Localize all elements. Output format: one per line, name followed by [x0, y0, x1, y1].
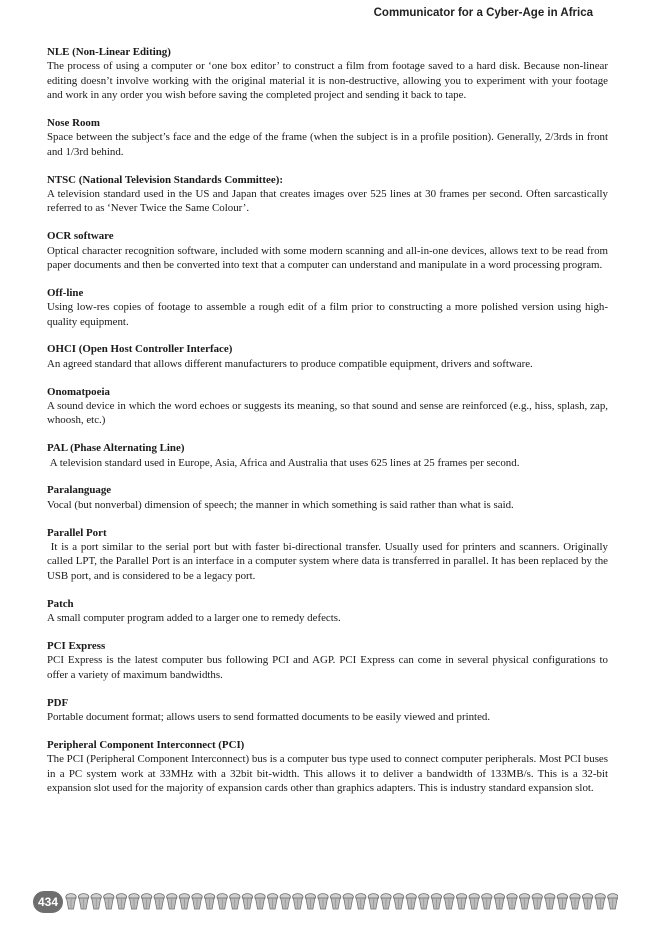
border-motif — [204, 894, 214, 909]
glossary-entry — [47, 286, 608, 329]
glossary-term: Patch — [47, 597, 74, 610]
glossary-definition: The PCI (Peripheral Component Interconnect) bus is a computer bus type used to connect computer peripherals. Most PCI buses in a PC system work at 33MHz with a 32bit bit-width. This allows it to deliver a bandwidth of 133MB/s. This is a 32-bit expansion slot used for the majority of expansion cards other than graphics adapters. This is industry standard expansion slot. — [47, 753, 608, 794]
border-motif — [431, 894, 441, 909]
glossary-definition: Vocal (but nonverbal) dimension of speech; the manner in which something is said rather than what is said. — [47, 498, 514, 511]
glossary-term: Nose Room — [47, 117, 100, 130]
border-motif — [582, 894, 592, 909]
glossary-entry — [47, 116, 608, 159]
border-motif — [343, 894, 353, 909]
page-footer — [33, 890, 618, 916]
glossary-definition: A television standard used in Europe, Asia, Africa and Australia that uses 625 lines at 25 frames per second. — [47, 456, 520, 469]
border-motif — [116, 894, 126, 909]
border-motif — [318, 894, 328, 909]
border-motif — [419, 894, 429, 909]
glossary-term: OHCI (Open Host Controller Interface) — [47, 343, 233, 356]
glossary-term: NLE (Non-Linear Editing) — [47, 46, 171, 58]
border-motif — [66, 894, 76, 909]
glossary-entry — [47, 639, 608, 682]
border-motif — [217, 894, 227, 909]
border-motif — [356, 894, 366, 909]
glossary-term: Paralanguage — [47, 484, 112, 497]
glossary-term: OCR software — [47, 230, 114, 243]
border-motif — [608, 894, 618, 909]
border-motif — [381, 894, 391, 909]
border-motif — [293, 894, 303, 909]
border-motif — [242, 894, 252, 909]
border-motif — [255, 894, 265, 909]
border-motif — [230, 894, 240, 909]
glossary-entry — [47, 738, 608, 796]
border-motif — [595, 894, 605, 909]
glossary-entry — [47, 173, 608, 216]
border-motif — [154, 894, 164, 909]
page-number: 434 — [33, 891, 63, 913]
glossary-entry — [47, 45, 608, 103]
glossary-entry — [47, 597, 608, 626]
glossary-definition: The process of using a computer or ‘one box editor’ to construct a film from footage saved to a hard disk. Because non-linear editing doesn’t involve working with the original material it is non-destructive, allowing you to experiment with your footage and work in any order you wish before saving the completed project and sending it back to tape. — [47, 60, 608, 102]
border-motif — [494, 894, 504, 909]
border-motif — [519, 894, 529, 909]
border-motif — [482, 894, 492, 909]
border-motif — [368, 894, 378, 909]
glossary-definition: A small computer program added to a larger one to remedy defects. — [47, 612, 341, 625]
border-motif — [129, 894, 139, 909]
border-motif — [78, 894, 88, 909]
glossary-definition: A television standard used in the US and Japan that creates images over 525 lines at 30 frames per second. Often sarcastically referred to as ‘Never Twice the Same Colour’. — [47, 188, 608, 215]
border-motif — [192, 894, 202, 909]
border-motif — [570, 894, 580, 909]
border-motif — [406, 894, 416, 909]
border-motif — [444, 894, 454, 909]
glossary-definition: A sound device in which the word echoes or suggests its meaning, so that sound and sense are reinforced (e.g., hiss, splash, zap, whoosh, etc.) — [47, 400, 608, 427]
border-motif — [280, 894, 290, 909]
glossary-body — [47, 45, 608, 809]
glossary-term: Peripheral Component Interconnect (PCI) — [47, 738, 245, 751]
glossary-definition: Optical character recognition software, included with some modern scanning and all-in-one devices, allows text to be read from paper documents and then be converted into text that a computer can understand and manipulate in a word processing program. — [47, 244, 608, 272]
glossary-definition: Using low-res copies of footage to assemble a rough edit of a film prior to constructing a more polished version using high-quality equipment. — [47, 301, 608, 328]
glossary-entry — [47, 441, 608, 470]
glossary-term: Onomatpoeia — [47, 385, 110, 398]
border-motif — [179, 894, 189, 909]
border-motif — [456, 894, 466, 909]
glossary-definition: PCI Express is the latest computer bus following PCI and AGP. PCI Express can come in several physical configurations to offer a variety of maximum bandwidths. — [47, 654, 608, 681]
running-header: Communicator for a Cyber-Age in Africa — [373, 7, 593, 19]
decorative-border-strip — [65, 890, 618, 916]
glossary-entry — [47, 385, 608, 428]
glossary-term: PAL (Phase Alternating Line) — [47, 442, 185, 455]
glossary-definition: Space between the subject’s face and the edge of the frame (when the subject is in a profile position). Generally, 2/3rds in front and 1/3rd behind. — [47, 131, 608, 158]
glossary-term: Parallel Port — [47, 526, 107, 539]
border-motif — [91, 894, 101, 909]
border-motif — [545, 894, 555, 909]
border-motif — [141, 894, 151, 909]
border-motif — [330, 894, 340, 909]
glossary-term: Off-line — [47, 286, 84, 299]
glossary-entry — [47, 696, 608, 725]
glossary-definition: It is a port similar to the serial port but with faster bi-directional transfer. Usually used for printers and scanners. Originally called LPT, the Parallel Port is an interface in a computer system where data is transferred in parallel. It has been replaced by the USB port, and is considered to be a legacy port. — [47, 541, 608, 582]
glossary-term: NTSC (National Television Standards Committee): — [47, 173, 283, 186]
border-motif — [267, 894, 277, 909]
border-motif — [305, 894, 315, 909]
border-motif — [507, 894, 517, 909]
border-motif — [469, 894, 479, 909]
glossary-definition: An agreed standard that allows different manufacturers to produce compatible equipment, drivers and software. — [47, 357, 533, 370]
glossary-entry — [47, 342, 608, 371]
glossary-entry — [47, 483, 608, 512]
border-motif — [532, 894, 542, 909]
glossary-entry — [47, 229, 608, 272]
border-motif — [167, 894, 177, 909]
glossary-entry — [47, 526, 608, 584]
border-motif — [557, 894, 567, 909]
glossary-term: PCI Express — [47, 639, 106, 652]
glossary-definition: Portable document format; allows users to send formatted documents to be easily viewed and printed. — [47, 710, 491, 723]
glossary-term: PDF — [47, 696, 69, 709]
border-motif — [104, 894, 114, 909]
border-motif — [393, 894, 403, 909]
